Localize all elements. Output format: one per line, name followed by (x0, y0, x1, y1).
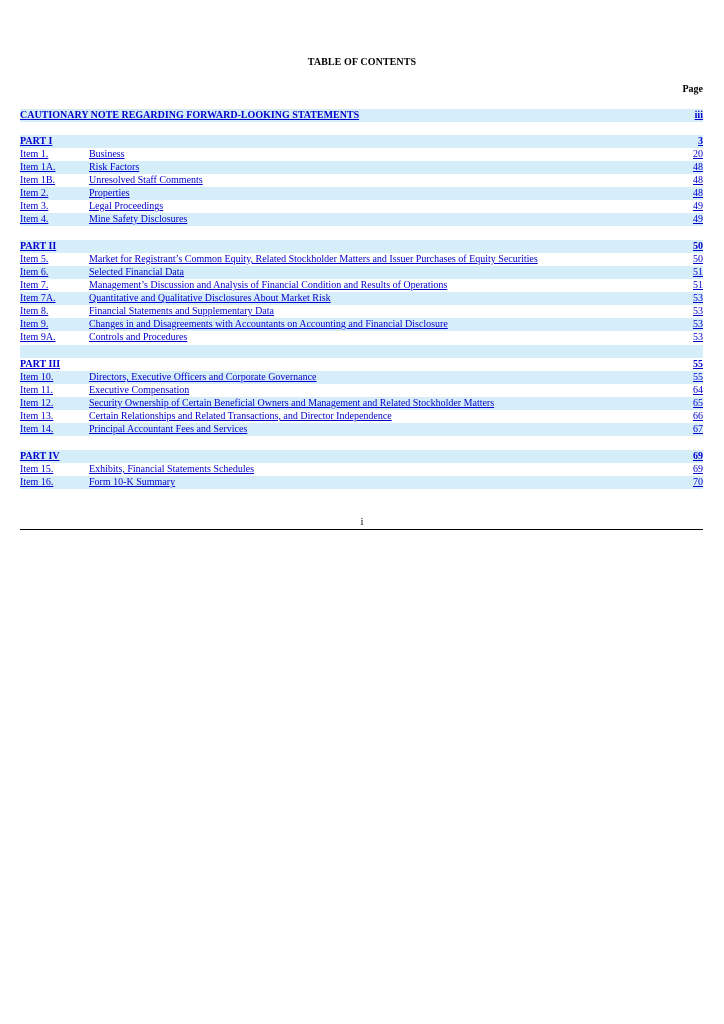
toc-section-row (20, 135, 703, 148)
toc-item-number-link[interactable]: Item 4. (20, 214, 49, 225)
toc-item-number-link[interactable]: Item 1B. (20, 175, 55, 186)
toc-item-row (20, 318, 703, 331)
toc-page-link[interactable]: iii (694, 110, 703, 121)
toc-item-number-link[interactable]: Item 5. (20, 254, 49, 265)
toc-item-title-link[interactable]: Market for Registrant’s Common Equity, Related Stockholder Matters and Issuer Purchases of Equity Securities (89, 254, 538, 265)
toc-item-row (20, 410, 703, 423)
toc-item-title-link[interactable]: Executive Compensation (89, 385, 190, 396)
toc-item-number-link[interactable]: Item 16. (20, 477, 54, 488)
toc-section-link[interactable]: PART IV (20, 451, 60, 462)
toc-item-title-link[interactable]: Properties (89, 188, 130, 199)
toc-page-link[interactable]: 48 (693, 162, 703, 173)
toc-section-link[interactable]: PART III (20, 359, 61, 370)
toc-item-row (20, 476, 703, 489)
toc-page-link[interactable]: 69 (693, 464, 703, 475)
toc-page-link[interactable]: 20 (693, 149, 703, 160)
toc-item-row (20, 384, 703, 397)
toc-item-number-link[interactable]: Item 8. (20, 306, 49, 317)
toc-item-row (20, 200, 703, 213)
toc-item-title-link[interactable]: Selected Financial Data (89, 267, 184, 278)
toc-item-title-link[interactable]: Financial Statements and Supplementary Data (89, 306, 274, 317)
toc-section-link[interactable]: CAUTIONARY NOTE REGARDING FORWARD-LOOKING STATEMENTS (20, 110, 360, 121)
toc-item-title-link[interactable]: Risk Factors (89, 162, 140, 173)
toc-title: TABLE OF CONTENTS (307, 57, 417, 68)
toc-item-title-link[interactable]: Controls and Procedures (89, 332, 188, 343)
toc-page-link[interactable]: 69 (693, 451, 703, 462)
toc-item-number-link[interactable]: Item 1A. (20, 162, 56, 173)
toc-item-number-link[interactable]: Item 15. (20, 464, 54, 475)
toc-item-title-link[interactable]: Unresolved Staff Comments (89, 175, 203, 186)
toc-item-row (20, 423, 703, 436)
toc-section-row (20, 358, 703, 371)
toc-item-number-link[interactable]: Item 14. (20, 424, 54, 435)
toc-item-title-link[interactable]: Form 10-K Summary (89, 477, 176, 488)
toc-item-title-link[interactable]: Principal Accountant Fees and Services (89, 424, 248, 435)
toc-item-row (20, 213, 703, 226)
toc-page-link[interactable]: 53 (693, 319, 703, 330)
toc-item-number-link[interactable]: Item 6. (20, 267, 49, 278)
toc-item-row (20, 331, 703, 344)
toc-item-title-link[interactable]: Business (89, 149, 125, 160)
toc-page-link[interactable]: 55 (693, 359, 703, 370)
toc-item-title-link[interactable]: Security Ownership of Certain Beneficial Owners and Management and Related Stockholder Matters (89, 398, 495, 409)
toc-section-row (20, 109, 703, 122)
toc-page-link[interactable]: 70 (693, 477, 703, 488)
toc-page-link[interactable]: 50 (693, 254, 703, 265)
toc-page-link[interactable]: 55 (693, 372, 703, 383)
toc-item-row (20, 463, 703, 476)
toc-item-row (20, 371, 703, 384)
toc-item-title-link[interactable]: Management’s Discussion and Analysis of Financial Condition and Results of Operations (89, 280, 448, 291)
toc-item-title-link[interactable]: Mine Safety Disclosures (89, 214, 188, 225)
toc-item-title-link[interactable]: Exhibits, Financial Statements Schedules (89, 464, 254, 475)
spacer-row (20, 345, 703, 358)
toc-item-title-link[interactable]: Legal Proceedings (89, 201, 164, 212)
toc-page-link[interactable]: 66 (693, 411, 703, 422)
toc-item-number-link[interactable]: Item 13. (20, 411, 54, 422)
toc-item-number-link[interactable]: Item 12. (20, 398, 54, 409)
toc-page-link[interactable]: 53 (693, 332, 703, 343)
footer-rule (20, 529, 703, 530)
toc-item-number-link[interactable]: Item 9. (20, 319, 49, 330)
toc-page-link[interactable]: 48 (693, 188, 703, 199)
toc-page-link[interactable]: 49 (693, 214, 703, 225)
page-column-header: Page (682, 84, 703, 95)
toc-item-row (20, 161, 703, 174)
toc-page-link[interactable]: 50 (693, 241, 703, 252)
toc-item-number-link[interactable]: Item 7. (20, 280, 49, 291)
toc-page-link[interactable]: 51 (693, 280, 703, 291)
toc-item-title-link[interactable]: Directors, Executive Officers and Corporate Governance (89, 372, 317, 383)
toc-item-row (20, 397, 703, 410)
toc-item-row (20, 305, 703, 318)
toc-page-link[interactable]: 67 (693, 424, 703, 435)
toc-page-link[interactable]: 48 (693, 175, 703, 186)
toc-page-link[interactable]: 53 (693, 306, 703, 317)
toc-item-row (20, 148, 703, 161)
toc-item-number-link[interactable]: Item 3. (20, 201, 49, 212)
toc-section-row (20, 450, 703, 463)
toc-item-row (20, 187, 703, 200)
toc-item-number-link[interactable]: Item 10. (20, 372, 54, 383)
toc-item-number-link[interactable]: Item 9A. (20, 332, 56, 343)
toc-item-number-link[interactable]: Item 7A. (20, 293, 56, 304)
toc-item-number-link[interactable]: Item 2. (20, 188, 49, 199)
toc-page-link[interactable]: 51 (693, 267, 703, 278)
toc-section-link[interactable]: PART II (20, 241, 57, 252)
toc-item-number-link[interactable]: Item 11. (20, 385, 53, 396)
toc-page-link[interactable]: 53 (693, 293, 703, 304)
footer-page-number: i (360, 517, 364, 528)
toc-item-title-link[interactable]: Certain Relationships and Related Transactions, and Director Independence (89, 411, 392, 422)
toc-section-row (20, 240, 703, 253)
toc-page-link[interactable]: 64 (693, 385, 703, 396)
toc-item-row (20, 253, 703, 266)
toc-item-row (20, 266, 703, 279)
toc-page-link[interactable]: 65 (693, 398, 703, 409)
toc-item-row (20, 292, 703, 305)
toc-item-row (20, 279, 703, 292)
toc-item-row (20, 174, 703, 187)
toc-page-link[interactable]: 49 (693, 201, 703, 212)
toc-page-link[interactable]: 3 (698, 136, 703, 147)
toc-section-link[interactable]: PART I (20, 136, 53, 147)
toc-item-title-link[interactable]: Changes in and Disagreements with Accountants on Accounting and Financial Disclosure (89, 319, 448, 330)
toc-item-title-link[interactable]: Quantitative and Qualitative Disclosures About Market Risk (89, 293, 331, 304)
toc-item-number-link[interactable]: Item 1. (20, 149, 49, 160)
